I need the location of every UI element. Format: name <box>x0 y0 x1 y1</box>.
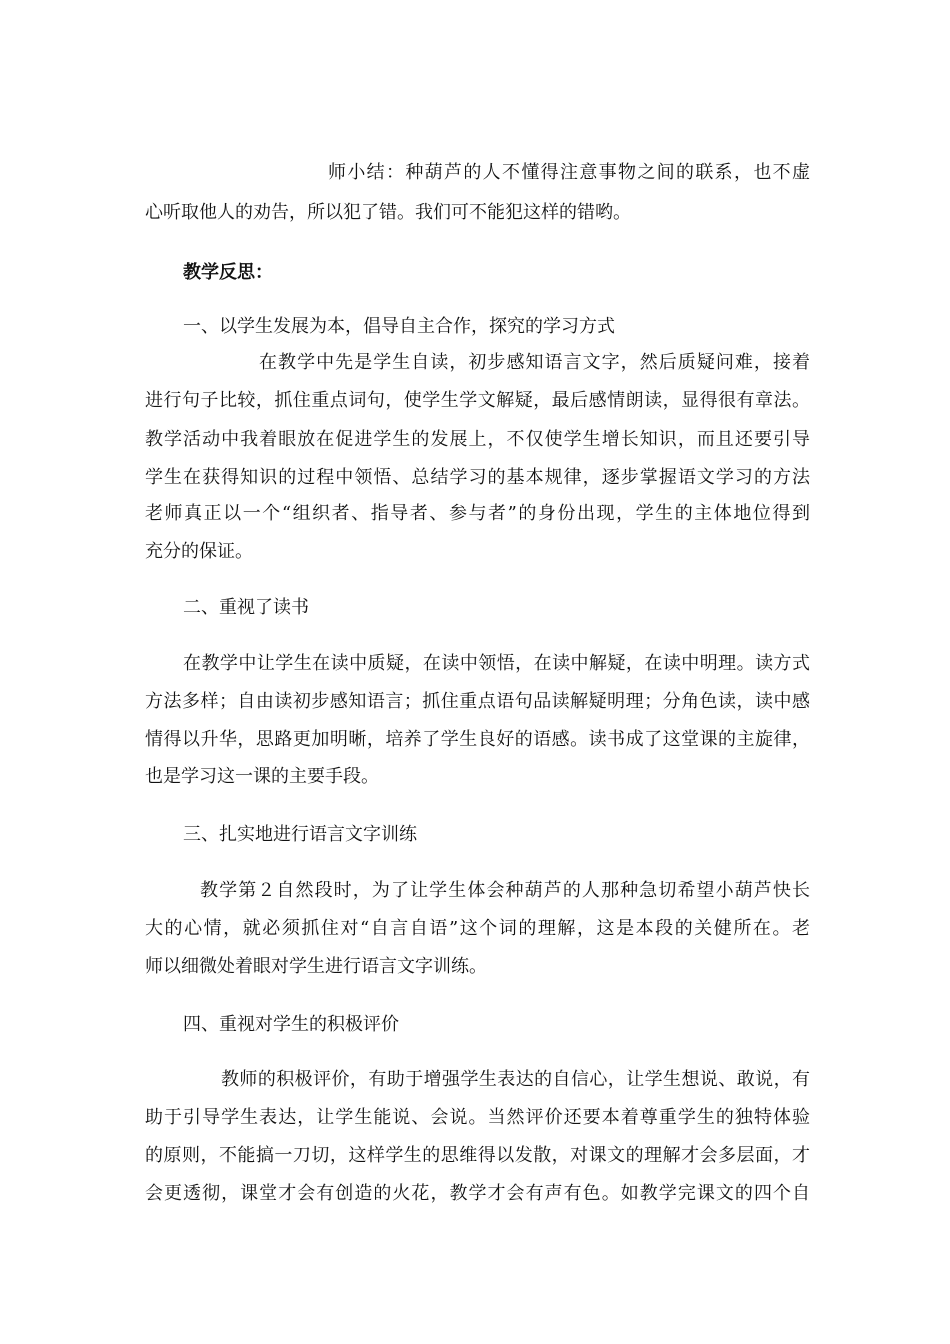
section4-heading: 四、重视对学生的积极评价 <box>183 1014 399 1035</box>
summary-line-1: 师小结：种葫芦的人不懂得注意事物之间的联系，也不虚 <box>328 162 810 183</box>
section4-line: 会更透彻，课堂才会有创造的火花，教学才会有声有色。如教学完课文的四个自 <box>145 1183 810 1204</box>
section2-heading: 二、重视了读书 <box>183 597 309 618</box>
section3-heading: 三、扎实地进行语言文字训练 <box>183 824 417 845</box>
section3-line: 大的心情，就必须抓住对“自言自语”这个词的理解，这是本段的关健所在。老 <box>145 918 810 939</box>
section2-line: 情得以升华，思路更加明晰，培养了学生良好的语感。读书成了这堂课的主旋律， <box>145 729 810 750</box>
section4-line: 助于引导学生表达，让学生能说、会说。当然评价还要本着尊重学生的独特体验 <box>145 1107 810 1128</box>
section4-line: 的原则，不能搞一刀切，这样学生的思维得以发散，对课文的理解才会多层面，才 <box>145 1145 810 1166</box>
section2-line: 也是学习这一课的主要手段。 <box>145 766 379 787</box>
section2-line: 在教学中让学生在读中质疑，在读中领悟，在读中解疑，在读中明理。读方式 <box>183 653 810 674</box>
section1-heading: 一、以学生发展为本，倡导自主合作，探究的学习方式 <box>183 316 615 337</box>
section3-line: 教学第２自然段时，为了让学生体会种葫芦的人那种急切希望小葫芦快长 <box>200 880 810 901</box>
section1-line: 充分的保证。 <box>145 541 253 562</box>
section3-line: 师以细微处着眼对学生进行语言文字训练。 <box>145 956 487 977</box>
section2-line: 方法多样；自由读初步感知语言；抓住重点语句品读解疑明理；分角色读，读中感 <box>145 691 810 712</box>
section1-line: 进行句子比较，抓住重点词句，使学生学文解疑，最后感情朗读，显得很有章法。 <box>145 390 810 411</box>
section1-line: 学生在获得知识的过程中领悟、总结学习的基本规律，逐步掌握语文学习的方法 <box>145 467 810 488</box>
section1-line: 老师真正以一个“组织者、指导者、参与者”的身份出现，学生的主体地位得到 <box>145 503 810 524</box>
section1-line: 教学活动中我着眼放在促进学生的发展上，不仅使学生增长知识，而且还要引导 <box>145 429 810 450</box>
summary-line-2: 心听取他人的劝告，所以犯了错。我们可不能犯这样的错哟。 <box>145 202 631 223</box>
section4-line: 教师的积极评价，有助于增强学生表达的自信心，让学生想说、敢说，有 <box>221 1069 810 1090</box>
section1-line: 在教学中先是学生自读，初步感知语言文字，然后质疑问难，接着 <box>259 352 810 373</box>
reflection-title: 教学反思： <box>183 262 273 283</box>
